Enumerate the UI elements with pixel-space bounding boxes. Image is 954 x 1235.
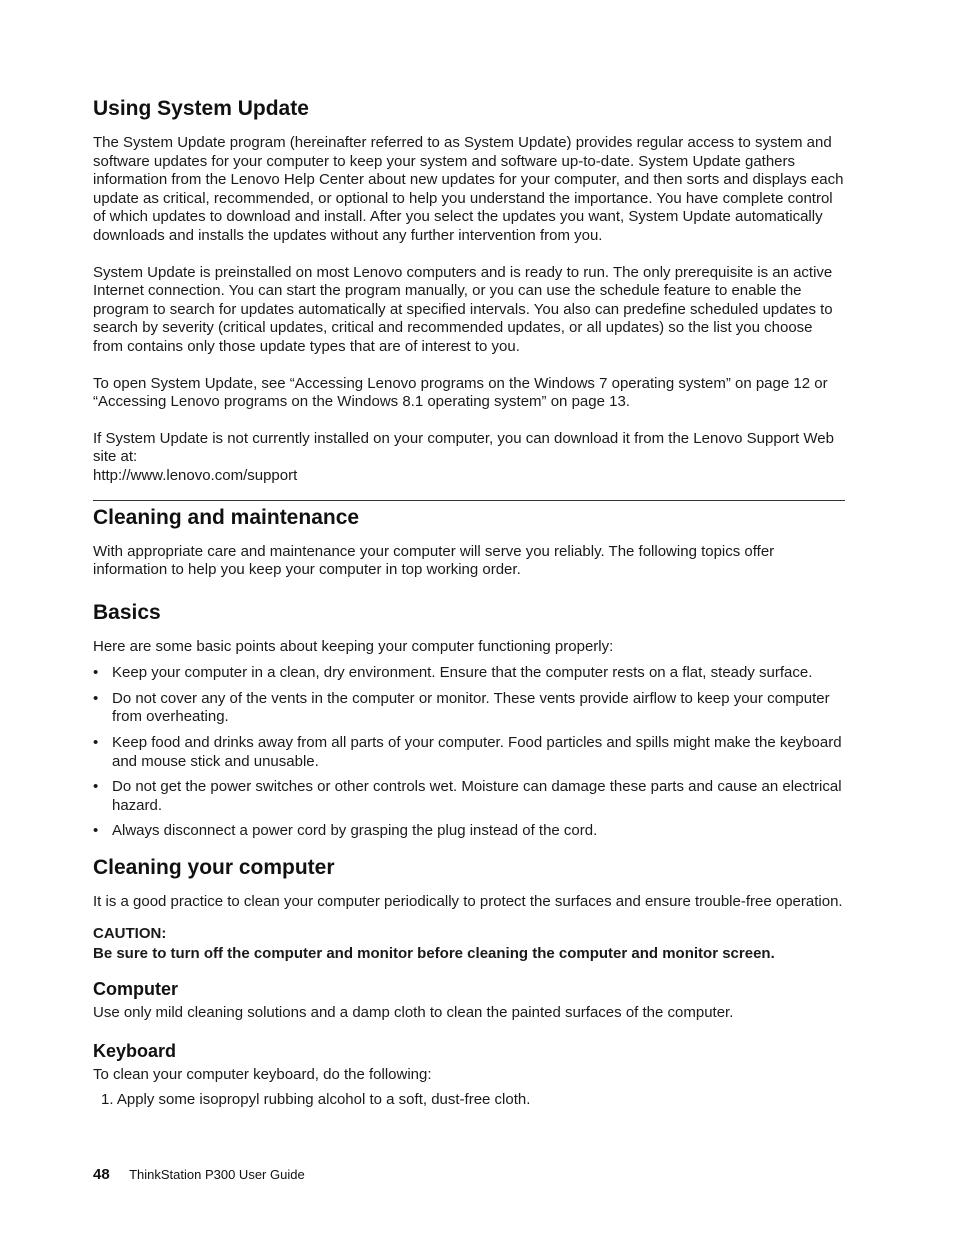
cleaning-computer-intro: It is a good practice to clean your computer periodically to protect the surfaces and ensure trouble-free operation. [93, 893, 843, 911]
section-divider [93, 500, 845, 501]
bullet-icon: • [93, 778, 99, 796]
bullet-icon: • [93, 689, 99, 707]
support-url: http://www.lenovo.com/support [93, 466, 298, 484]
list-item: • Keep food and drinks away from all parts of your computer. Food particles and spills might make the keyboard and mouse stick and unusable. [93, 734, 842, 770]
section-title-cleaning-computer: Cleaning your computer [93, 856, 335, 880]
subsection-title-keyboard: Keyboard [93, 1041, 177, 1062]
basics-list [93, 664, 845, 841]
list-item: • Do not get the power switches or other controls wet. Moisture can damage these parts and cause an electrical hazard. [93, 778, 842, 814]
keyboard-steps [93, 1091, 845, 1110]
system-update-para-4: If System Update is not currently installed on your computer, you can download it from the Lenovo Support Web site at: [93, 429, 834, 466]
cleaning-intro: With appropriate care and maintenance your computer will serve you reliably. The following topics offer information to help you keep your computer in top working order. [93, 542, 775, 579]
page-footer [93, 1166, 305, 1183]
bullet-icon: • [93, 664, 99, 682]
system-update-para-1: The System Update program (hereinafter referred to as System Update) provides regular access to system and software updates for your computer to keep your system and software up-to-date. System Update gathers information from the Lenovo Help Center about new updates for your computer, and then sorts and displays each update as critical, recommended, or optional to help you understand the importance. You have complete control of which updates to download and install. After you select the updates you want, System Update automatically downloads and installs the updates without any further intervention from you. [93, 134, 844, 244]
page-number: 48 [93, 1166, 110, 1183]
basics-intro: Here are some basic points about keeping your computer functioning properly: [93, 637, 614, 655]
list-item: 1. Apply some isopropyl rubbing alcohol to a soft, dust-free cloth. [101, 1090, 531, 1108]
section-title-cleaning: Cleaning and maintenance [93, 505, 360, 529]
bullet-icon: • [93, 734, 99, 752]
keyboard-intro: To clean your computer keyboard, do the following: [93, 1066, 432, 1084]
system-update-para-3: To open System Update, see “Accessing Lenovo programs on the Windows 7 operating system” on page 12 or “Accessing Lenovo programs on the Windows 8.1 operating system” on page 13. [93, 374, 828, 411]
section-title-system-update: Using System Update [93, 97, 309, 120]
list-item: • Always disconnect a power cord by grasping the plug instead of the cord. [93, 822, 598, 840]
section-title-basics: Basics [93, 600, 161, 624]
bullet-icon: • [93, 822, 99, 840]
page-content [93, 96, 845, 1109]
caution-label: CAUTION: [93, 924, 167, 942]
guide-title: ThinkStation P300 User Guide [129, 1167, 305, 1182]
subsection-title-computer: Computer [93, 978, 178, 999]
list-item: • Do not cover any of the vents in the computer or monitor. These vents provide airflow to keep your computer from overheating. [93, 689, 830, 726]
caution-text: Be sure to turn off the computer and monitor before cleaning the computer and monitor screen. [93, 944, 775, 962]
system-update-para-2: System Update is preinstalled on most Lenovo computers and is ready to run. The only prerequisite is an active Internet connection. You can start the program manually, or you can use the schedule feature to enable the program to search for updates automatically at specified intervals. You also can predefine scheduled updates to search by severity (critical updates, critical and recommended updates, or all updates) so the list you choose from contains only those update types that are of interest to you. [93, 263, 833, 355]
computer-cleaning-text: Use only mild cleaning solutions and a damp cloth to clean the painted surfaces of the computer. [93, 1003, 734, 1021]
list-item: • Keep your computer in a clean, dry environment. Ensure that the computer rests on a flat, steady surface. [93, 664, 813, 682]
